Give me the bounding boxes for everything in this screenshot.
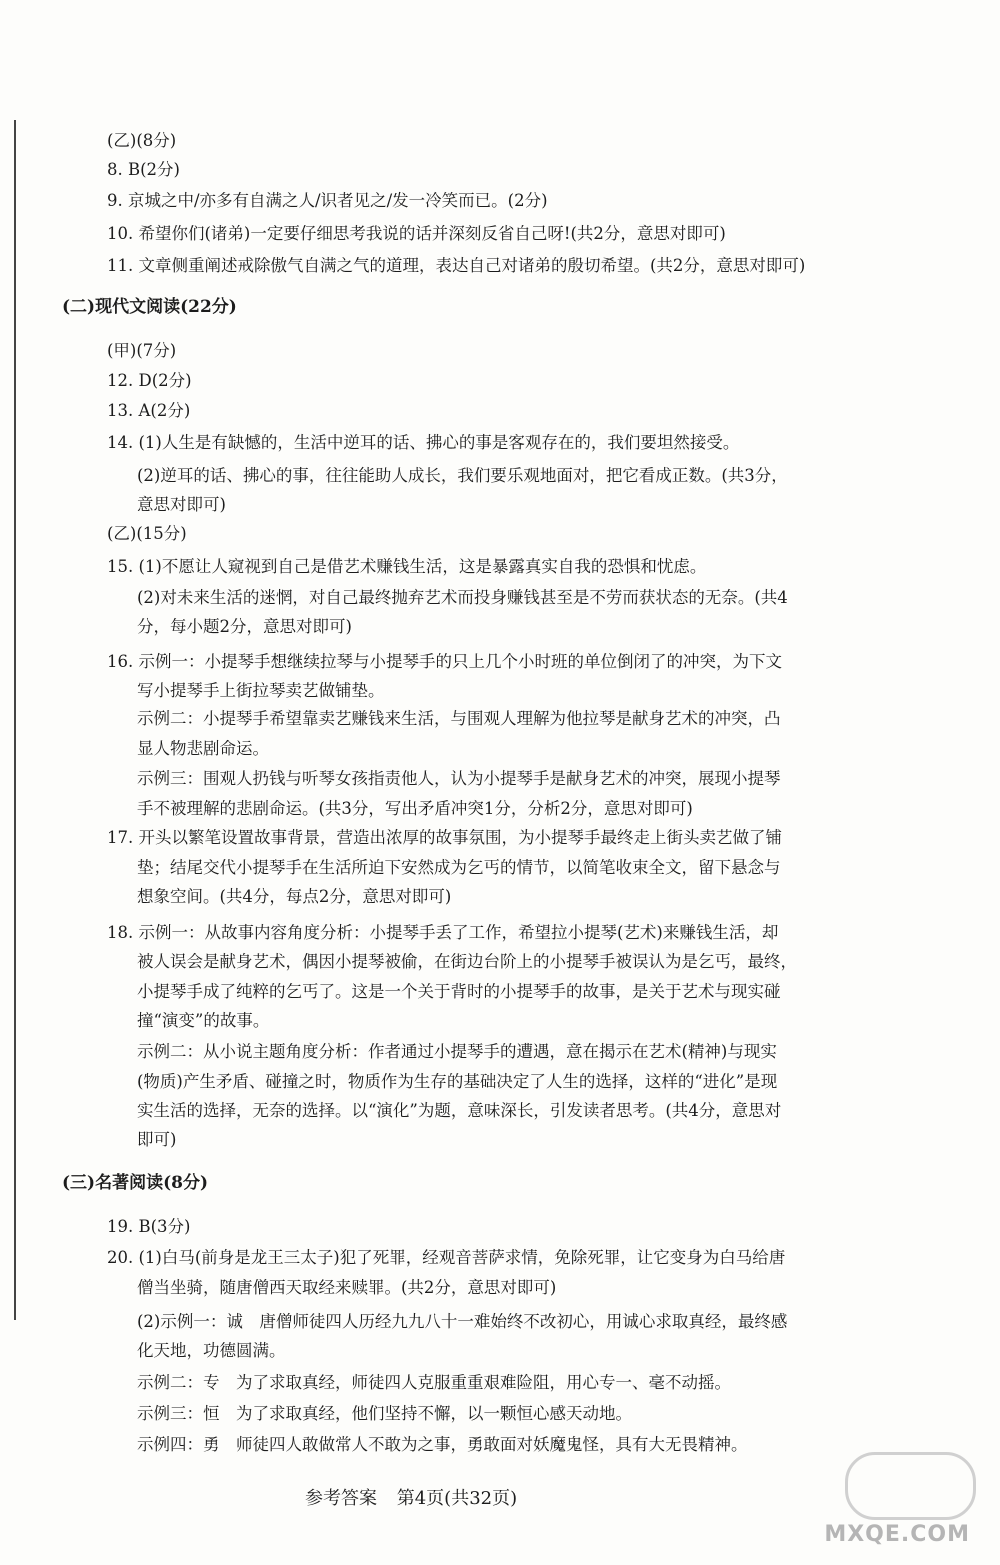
answer-line: 示例三：围观人扔钱与听琴女孩指责他人，认为小提琴手是献身艺术的冲突，展现小提琴 [137,769,781,788]
answer-line: (2)逆耳的话、拂心的事，往往能助人成长，我们要乐观地面对，把它看成正数。(共3分， [137,466,788,485]
answer-line: (2)对未来生活的迷惘，对自己最终抛弃艺术而投身赚钱甚至是不劳而获状态的无奈。(共4 [137,588,788,607]
answer-line: 小提琴手成了纯粹的乞丐了。这是一个关于背时的小提琴手的故事，是关于艺术与现实碰 [137,982,781,1001]
answer-line: 手不被理解的悲剧命运。(共3分，写出矛盾冲突1分，分析2分，意思对即可) [137,799,693,818]
answer-line: 分，每小题2分，意思对即可) [137,617,352,636]
answer-line: 14. (1)人生是有缺憾的，生活中逆耳的话、拂心的事是客观存在的，我们要坦然接受。 [107,433,740,452]
watermark-text: MXQE.COM [824,1522,970,1547]
answer-line: 10. 希望你们(诸弟)一定要仔细思考我说的话并深刻反省自己呀!(共2分，意思对即可) [107,224,726,243]
answer-line: 示例二：专 为了求取真经，师徒四人克服重重艰难险阻，用心专一、毫不动摇。 [137,1373,731,1392]
answer-line: 13. A(2分) [107,401,191,420]
answer-line: 17. 开头以繁笔设置故事背景，营造出浓厚的故事氛围，为小提琴手最终走上街头卖艺做了铺 [107,828,782,847]
answer-line: (乙)(15分) [107,524,187,543]
answer-line: 8. B(2分) [107,160,180,179]
answer-line: (乙)(8分) [107,131,177,150]
section-heading-classics-reading: (三)名著阅读(8分) [62,1173,209,1193]
answer-line: 20. (1)白马(前身是龙王三太子)犯了死罪，经观音菩萨求情，免除死罪，让它变身为白马给唐 [107,1248,786,1267]
answer-line: 示例四：勇 师徒四人敢做常人不敢为之事，勇敢面对妖魔鬼怪，具有大无畏精神。 [137,1435,748,1454]
answer-line: 12. D(2分) [107,371,192,390]
answer-line: 实生活的选择，无奈的选择。以“演化”为题，意味深长，引发读者思考。(共4分，意思对 [137,1101,782,1120]
answer-line: (甲)(7分) [107,341,177,360]
site-watermark [824,1452,970,1547]
margin-rule [14,120,16,1320]
answer-line: 示例二：从小说主题角度分析：作者通过小提琴手的遭遇，意在揭示在艺术(精神)与现实 [137,1042,777,1061]
watermark-logo-icon [845,1452,976,1520]
answer-line: 9. 京城之中/亦多有自满之人/识者见之/发一冷笑而已。(2分) [107,191,548,210]
answer-line: 15. (1)不愿让人窥视到自己是借艺术赚钱生活，这是暴露真实自我的恐惧和忧虑。 [107,557,707,576]
page-footer [305,1484,725,1510]
answer-line: 11. 文章侧重阐述戒除傲气自满之气的道理，表达自己对诸弟的殷切希望。(共2分，意思对即可) [107,256,806,275]
answer-line: (物质)产生矛盾、碰撞之时，物质作为生存的基础决定了人生的选择，这样的“进化”是现 [137,1072,778,1091]
answer-line: 19. B(3分) [107,1217,191,1236]
answer-line: 僧当坐骑，随唐僧西天取经来赎罪。(共2分，意思对即可) [137,1278,557,1297]
section-heading-modern-reading: (二)现代文阅读(22分) [62,297,237,317]
footer-label: 参考答案 [305,1488,377,1509]
answer-line: 垫；结尾交代小提琴手在生活所迫下安然成为乞丐的情节，以简笔收束全文，留下悬念与 [137,858,781,877]
answer-line: 18. 示例一：从故事内容角度分析：小提琴手丢了工作，希望拉小提琴(艺术)来赚钱生活，却 [107,923,779,942]
answer-line: 意思对即可) [137,495,226,514]
answer-line: 写小提琴手上街拉琴卖艺做铺垫。 [137,681,385,700]
answer-line: 撞“演变”的故事。 [137,1011,270,1030]
answer-line: 化天地，功德圆满。 [137,1341,286,1360]
answer-line: 16. 示例一：小提琴手想继续拉琴与小提琴手的只上几个小时班的单位倒闭了的冲突，为下文 [107,652,782,671]
answer-line: 想象空间。(共4分，每点2分，意思对即可) [137,887,452,906]
answer-line: 示例二：小提琴手希望靠卖艺赚钱来生活，与围观人理解为他拉琴是献身艺术的冲突，凸 [137,709,781,728]
answer-line: 示例三：恒 为了求取真经，他们坚持不懈，以一颗恒心感天动地。 [137,1404,632,1423]
answer-line: 即可) [137,1130,177,1149]
answer-line: (2)示例一：诚 唐僧师徒四人历经九九八十一难始终不改初心，用诚心求取真经，最终感 [137,1312,788,1331]
footer-page-number: 第4页(共32页) [396,1488,518,1509]
answer-line: 被人误会是献身艺术，偶因小提琴被偷，在街边台阶上的小提琴手被误认为是乞丐，最终， [137,952,797,971]
answer-line: 显人物悲剧命运。 [137,739,269,758]
